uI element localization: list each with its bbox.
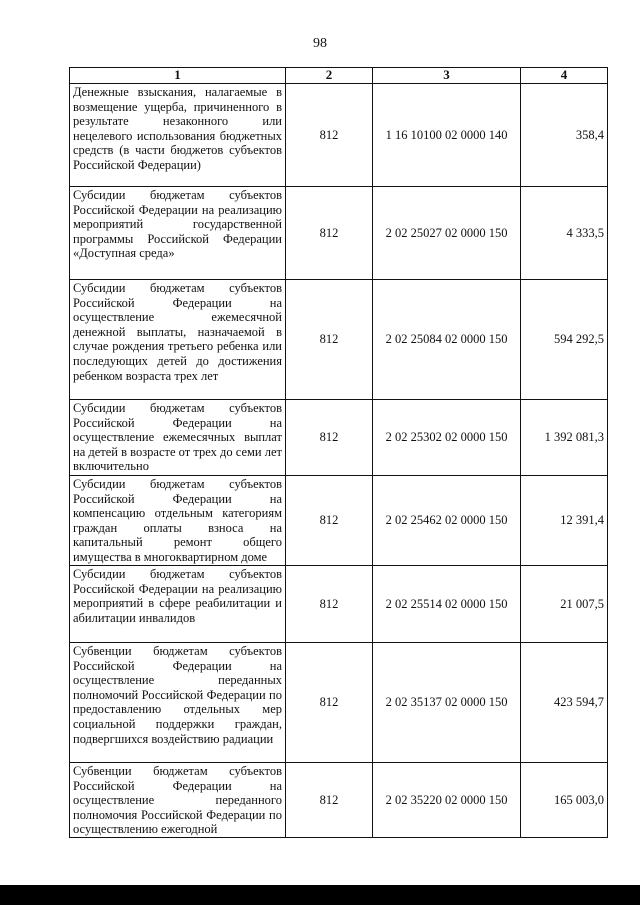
row-amount: 1 392 081,3 <box>521 400 608 476</box>
budget-revenue-table <box>69 67 608 838</box>
row-name: Субсидии бюджетам субъектов Российской Федерации на реализацию мероприятий в сфере реабилитации и абилитации инвалидов <box>70 566 286 643</box>
column-header-2: 2 <box>286 68 373 84</box>
row-amount: 594 292,5 <box>521 280 608 400</box>
row-admin-code: 812 <box>286 566 373 643</box>
row-budget-code: 2 02 25462 02 0000 150 <box>373 476 521 566</box>
row-budget-code: 2 02 25027 02 0000 150 <box>373 187 521 280</box>
column-header-3: 3 <box>373 68 521 84</box>
page-number: 98 <box>313 36 327 51</box>
row-budget-code: 2 02 35137 02 0000 150 <box>373 643 521 763</box>
row-name: Субвенции бюджетам субъектов Российской Федерации на осуществление переданного полномочия Российской Федерации по осуществлению ежегодной <box>70 763 286 838</box>
row-admin-code: 812 <box>286 643 373 763</box>
row-amount: 423 594,7 <box>521 643 608 763</box>
row-budget-code: 1 16 10100 02 0000 140 <box>373 84 521 187</box>
column-header-4: 4 <box>521 68 608 84</box>
scan-bottom-edge <box>0 885 640 905</box>
row-budget-code: 2 02 25084 02 0000 150 <box>373 280 521 400</box>
table-header-row <box>70 68 608 84</box>
row-name: Субсидии бюджетам субъектов Российской Федерации на реализацию мероприятий государственной программы Российской Федерации «Доступная среда» <box>70 187 286 280</box>
row-admin-code: 812 <box>286 187 373 280</box>
row-name: Субсидии бюджетам субъектов Российской Федерации на осуществление ежемесячных выплат на детей в возрасте от трех до семи лет включительно <box>70 400 286 476</box>
row-name: Субсидии бюджетам субъектов Российской Федерации на компенсацию отдельным категориям граждан оплаты взноса на капитальный ремонт общего имущества в многоквартирном доме <box>70 476 286 566</box>
row-name: Субсидии бюджетам субъектов Российской Федерации на осуществление ежемесячной денежной выплаты, назначаемой в случае рождения третьего ребенка или последующих детей до достижения ребенком возраста трех лет <box>70 280 286 400</box>
row-name: Субвенции бюджетам субъектов Российской Федерации на осуществление переданных полномочий Российской Федерации по предоставлению отдельных мер социальной поддержки граждан, подвергшихся воздействию радиации <box>70 643 286 763</box>
row-name: Денежные взыскания, налагаемые в возмещение ущерба, причиненного в результате незаконного или нецелевого использования бюджетных средств (в части бюджетов субъектов Российской Федерации) <box>70 84 286 187</box>
row-amount: 4 333,5 <box>521 187 608 280</box>
table-row <box>70 400 608 476</box>
row-amount: 21 007,5 <box>521 566 608 643</box>
row-budget-code: 2 02 25514 02 0000 150 <box>373 566 521 643</box>
row-admin-code: 812 <box>286 400 373 476</box>
table-row <box>70 476 608 566</box>
row-amount: 358,4 <box>521 84 608 187</box>
row-admin-code: 812 <box>286 476 373 566</box>
table-row <box>70 187 608 280</box>
table-row <box>70 280 608 400</box>
table-row <box>70 643 608 763</box>
table-row <box>70 763 608 838</box>
table-row <box>70 566 608 643</box>
row-admin-code: 812 <box>286 280 373 400</box>
row-admin-code: 812 <box>286 763 373 838</box>
column-header-1: 1 <box>70 68 286 84</box>
row-amount: 12 391,4 <box>521 476 608 566</box>
row-budget-code: 2 02 35220 02 0000 150 <box>373 763 521 838</box>
row-amount: 165 003,0 <box>521 763 608 838</box>
table-row <box>70 84 608 187</box>
row-budget-code: 2 02 25302 02 0000 150 <box>373 400 521 476</box>
row-admin-code: 812 <box>286 84 373 187</box>
